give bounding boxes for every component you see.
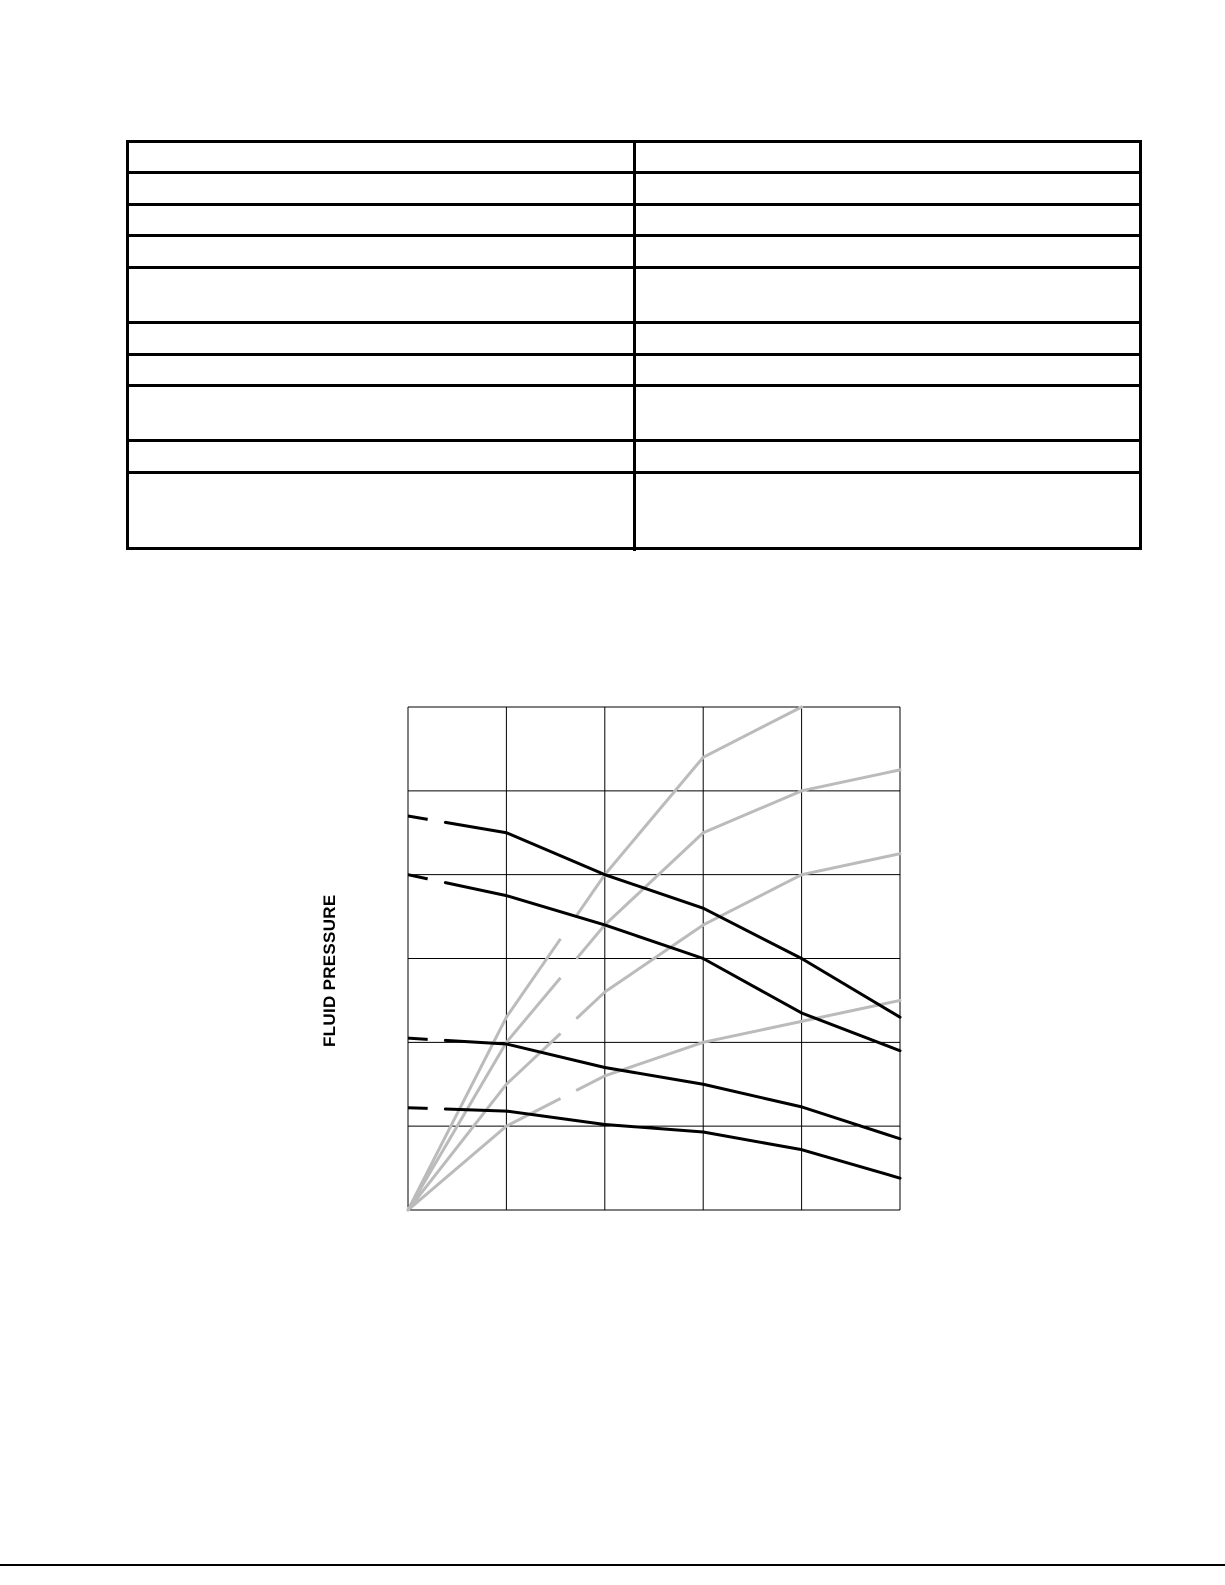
- spec-table-cell-right: [636, 324, 1139, 353]
- spec-table-cell-left: [129, 356, 636, 384]
- spec-table-cell-right: [636, 474, 1139, 551]
- spec-table-cell-right: [636, 174, 1139, 203]
- series-line-dash: [408, 816, 428, 819]
- spec-table-cell-right: [636, 237, 1139, 266]
- spec-table-row: [129, 324, 1139, 356]
- spec-table-cell-left: [129, 387, 636, 439]
- fluid-pressure-chart: [300, 690, 920, 1230]
- spec-table-cell-right: [636, 269, 1139, 321]
- spec-table-cell-left: [129, 442, 636, 471]
- spec-table-cell-right: [636, 442, 1139, 471]
- series-line-dash: [408, 1108, 428, 1109]
- spec-table-row: [129, 442, 1139, 474]
- series-line-segment: [506, 1044, 604, 1067]
- series-line-segment: [703, 707, 801, 757]
- series-line-segment: [445, 1109, 506, 1111]
- spec-table-cell-left: [129, 269, 636, 321]
- series-line-segment: [506, 833, 604, 875]
- spec-table-cell-left: [129, 474, 636, 551]
- spec-table-cell-right: [636, 356, 1139, 384]
- page-bottom-rule: [0, 1564, 1225, 1566]
- spec-table-row: [129, 237, 1139, 269]
- spec-table-cell-left: [129, 237, 636, 266]
- chart-svg: [300, 690, 920, 1230]
- spec-table-cell-right: [636, 387, 1139, 439]
- spec-table: [126, 140, 1142, 550]
- series-line-segment: [703, 1084, 801, 1107]
- series-line-segment: [802, 1013, 900, 1051]
- series-line-segment: [802, 770, 900, 791]
- spec-table-row: [129, 206, 1139, 237]
- spec-table-row: [129, 269, 1139, 324]
- spec-table-row: [129, 174, 1139, 206]
- series-line-segment: [506, 939, 560, 1017]
- series-line-segment: [605, 757, 703, 874]
- series-line-segment: [445, 822, 506, 832]
- series-line-segment: [445, 1040, 506, 1044]
- series-line-segment: [577, 875, 605, 915]
- spec-table-row: [129, 143, 1139, 174]
- series-line-segment: [577, 1076, 605, 1090]
- series-line-segment: [506, 896, 604, 925]
- series-line-segment: [445, 883, 506, 896]
- spec-table-cell-left: [129, 143, 636, 171]
- series-line-segment: [703, 791, 801, 833]
- series-line-segment: [802, 1107, 900, 1139]
- series-line-segment: [577, 925, 605, 958]
- series-line-segment: [802, 854, 900, 875]
- series-line-segment: [703, 1132, 801, 1150]
- series-line-segment: [506, 978, 560, 1043]
- y-axis-label: FLUID PRESSURE: [320, 894, 339, 1047]
- spec-table-row: [129, 474, 1139, 551]
- series-line-segment: [577, 992, 605, 1018]
- series-line-segment: [703, 1021, 801, 1042]
- spec-table-row: [129, 387, 1139, 442]
- spec-table-cell-right: [636, 206, 1139, 234]
- spec-table-cell-right: [636, 143, 1139, 171]
- series-line-segment: [703, 959, 801, 1013]
- spec-table-row: [129, 356, 1139, 387]
- series-line-segment: [605, 1124, 703, 1132]
- series-line-dash: [408, 1038, 428, 1039]
- spec-table-cell-left: [129, 206, 636, 234]
- spec-table-cell-left: [129, 324, 636, 353]
- series-line-segment: [506, 1034, 560, 1085]
- series-line-segment: [408, 1126, 506, 1210]
- series-line-segment: [408, 1084, 506, 1210]
- spec-table-cell-left: [129, 174, 636, 203]
- series-line-segment: [408, 1017, 506, 1210]
- series-line-segment: [802, 959, 900, 1018]
- series-line-segment: [703, 908, 801, 958]
- series-line-segment: [605, 1067, 703, 1084]
- series-line-dash: [408, 875, 428, 879]
- series-line-segment: [605, 925, 703, 959]
- series-line-segment: [802, 1150, 900, 1179]
